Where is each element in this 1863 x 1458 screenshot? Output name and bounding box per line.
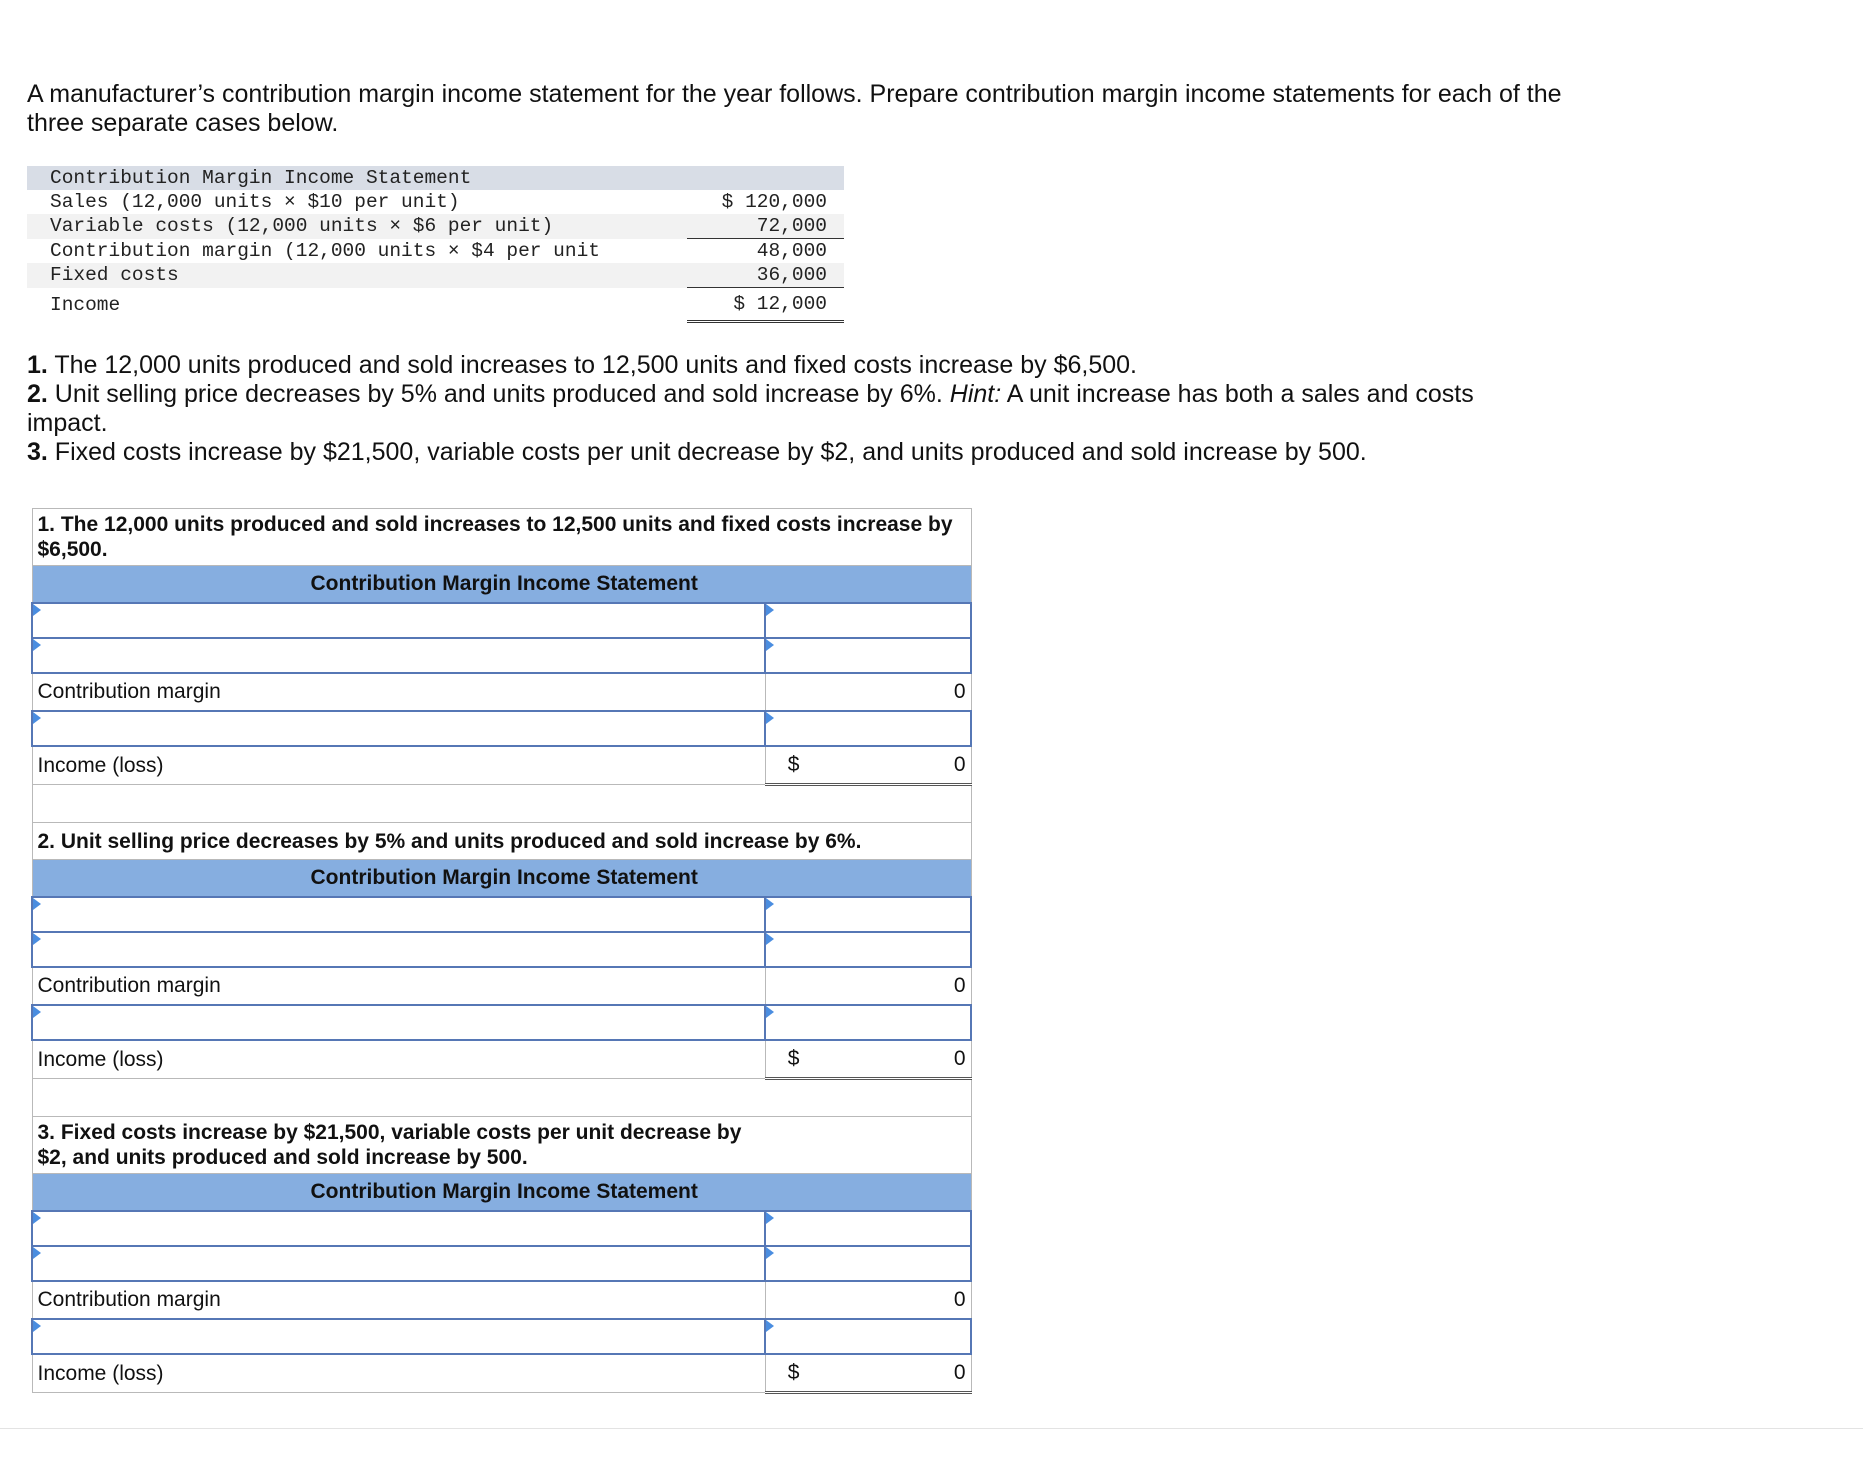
case-2-income-cell [765,1040,971,1079]
case-1-fixed-amount-input[interactable] [765,711,971,746]
requirement-item: 2. Unit selling price decreases by 5% and units produced and sold increase by 6%. Hint: A unit increase has both a sales and costs impact. [27,380,1474,437]
case-2-fixed-label-input[interactable] [32,1005,765,1040]
case-1-income-label: Income (loss) [32,746,765,785]
case-3-income-label: Income (loss) [32,1354,765,1393]
case-3-sales-amount-input[interactable] [765,1211,971,1246]
given-row-label: Contribution margin (12,000 units × $4 per unit [50,239,600,262]
case-2-cm-value: 0 [765,967,971,1005]
case-1-fixed-label-input[interactable] [32,711,765,746]
case-1-variable-label-input[interactable] [32,638,765,673]
given-row-amount: $ 12,000 [687,288,844,322]
case-3-sales-label-input[interactable] [32,1211,765,1246]
case-2-title: 2. Unit selling price decreases by 5% and units produced and sold increase by 6%. [32,823,971,860]
case-2-statement-header: Contribution Margin Income Statement [32,860,971,898]
case-1-sales-amount-input[interactable] [765,603,971,638]
dollar-sign: $ [787,753,800,776]
case-1-variable-amount-input[interactable] [765,638,971,673]
case-1-income-value: 0 [953,753,966,776]
case-1-cm-label: Contribution margin [32,673,765,711]
footer-divider [0,1428,1863,1429]
given-statement [27,166,844,323]
case-3-variable-amount-input[interactable] [765,1246,971,1281]
case-2-sales-label-input[interactable] [32,897,765,932]
requirement-item: 1. The 12,000 units produced and sold increases to 12,500 units and fixed costs increase by $6,500. [27,351,1138,379]
given-row-label: Sales (12,000 units × $10 per unit) [50,191,460,213]
requirements-list [27,351,1547,467]
given-row-amount: 48,000 [756,240,827,262]
case-1-title: 1. The 12,000 units produced and sold increases to 12,500 units and fixed costs increase by $6,500. [32,509,971,566]
case-3-title: 3. Fixed costs increase by $21,500, variable costs per unit decrease by $2, and units produced and sold increase by 500. [32,1117,971,1174]
case-3-variable-label-input[interactable] [32,1246,765,1281]
dollar-sign: $ [787,1047,800,1070]
case-1-sales-label-input[interactable] [32,603,765,638]
case-3-cm-label: Contribution margin [32,1281,765,1319]
given-row-amount: 36,000 [687,263,844,288]
case-3-cm-value: 0 [765,1281,971,1319]
answer-table [31,508,972,1394]
case-2-cm-label: Contribution margin [32,967,765,1005]
case-2-variable-amount-input[interactable] [765,932,971,967]
case-3-income-cell [765,1354,971,1393]
given-title: Contribution Margin Income Statement [27,166,687,190]
case-3-statement-header: Contribution Margin Income Statement [32,1174,971,1212]
given-row-label: Fixed costs [27,263,687,288]
given-row-label: Variable costs (12,000 units × $6 per unit) [27,214,687,239]
case-3-income-value: 0 [953,1361,966,1384]
case-2-income-label: Income (loss) [32,1040,765,1079]
given-row-amount: 72,000 [687,214,844,239]
given-row-label: Income [50,293,121,316]
case-2-sales-amount-input[interactable] [765,897,971,932]
case-3-fixed-amount-input[interactable] [765,1319,971,1354]
intro-text: A manufacturer’s contribution margin income statement for the year follows. Prepare contribution margin income statements for each of the three separate cases below. [27,80,1562,137]
case-1-income-cell [765,746,971,785]
case-2-income-value: 0 [953,1047,966,1070]
case-1-cm-value: 0 [765,673,971,711]
case-2-fixed-amount-input[interactable] [765,1005,971,1040]
given-row-amount: $ 120,000 [721,191,827,213]
case-1-statement-header: Contribution Margin Income Statement [32,566,971,604]
case-2-variable-label-input[interactable] [32,932,765,967]
dollar-sign: $ [787,1361,800,1384]
case-3-fixed-label-input[interactable] [32,1319,765,1354]
requirement-item: 3. Fixed costs increase by $21,500, variable costs per unit decrease by $2, and units produced and sold increase by 500. [27,438,1367,466]
